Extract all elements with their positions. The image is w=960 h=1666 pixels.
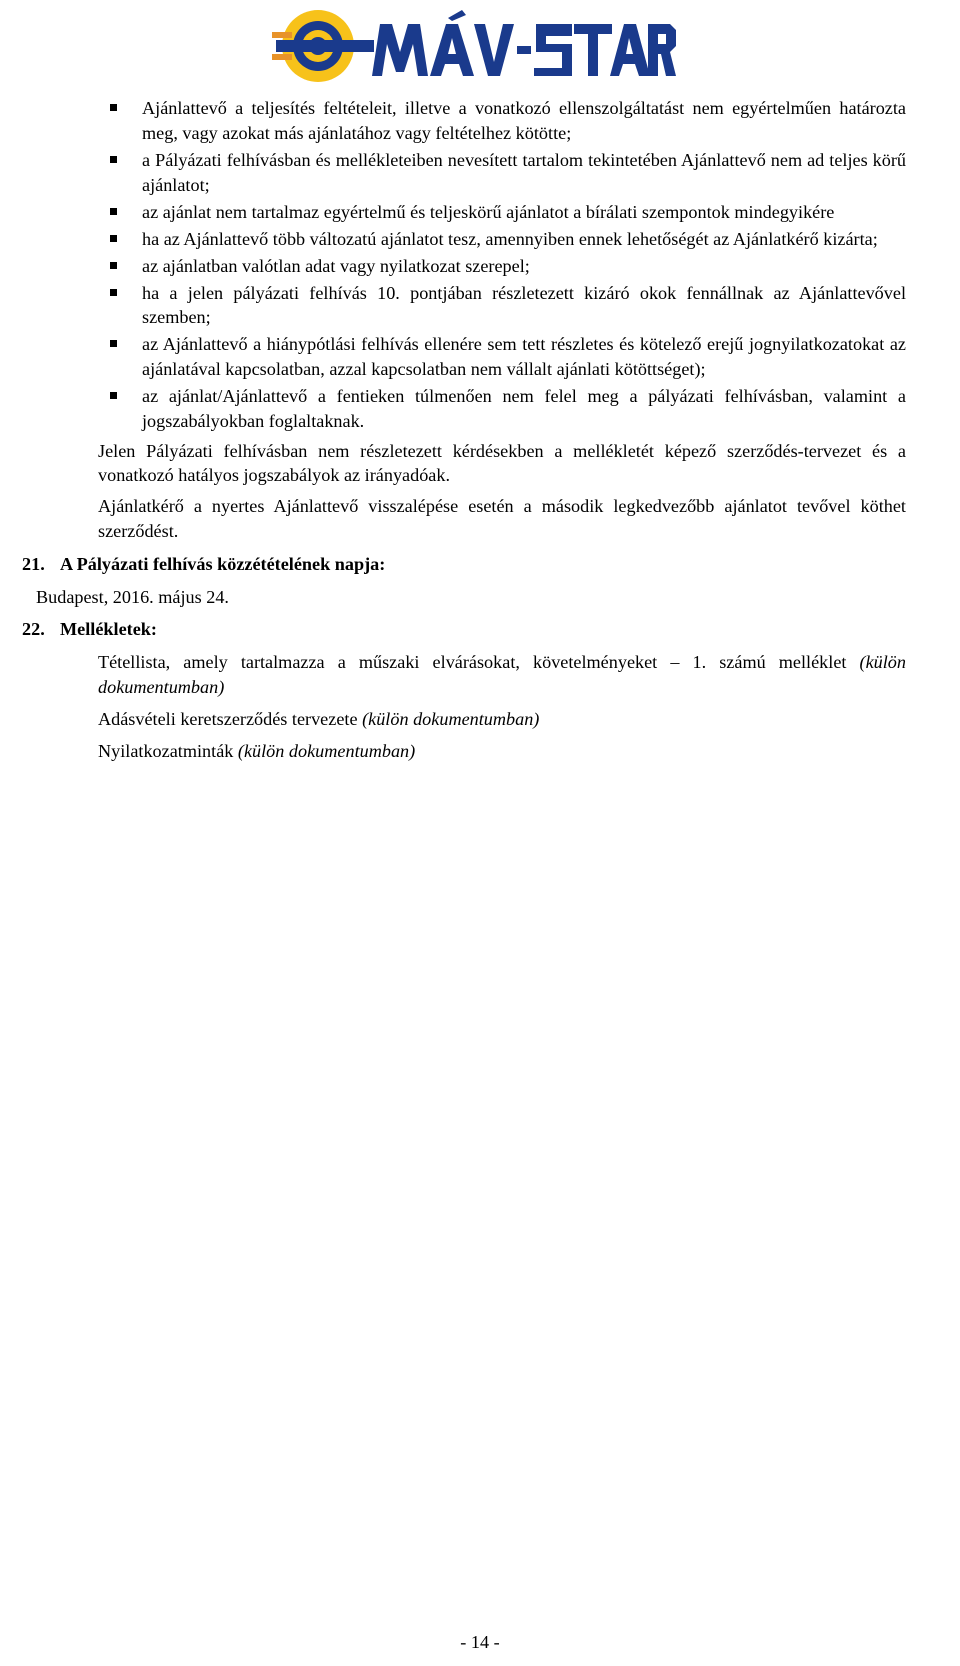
section-title: Mellékletek: xyxy=(60,619,157,640)
section-22-heading xyxy=(22,617,830,642)
page-number: - 14 - xyxy=(460,1632,500,1652)
annex-item: Nyilatkozatminták (külön dokumentumban) xyxy=(98,740,416,761)
paragraph-winner-withdrawal: Ajánlatkérő a nyertes Ajánlattevő visszalépése esetén a második legkedvezőbb ajánlatot tevővel köthet szerződést. xyxy=(98,496,906,542)
list-item: az Ajánlattevő a hiánypótlási felhívás ellenére sem tett részletes és kötelező erejű jognyilatkozatokat az ajánlatával kapcsolatban, azzal kapcsolatban nem vállalt ajánlati kötöttséget); xyxy=(142,332,906,382)
logo-wordmark xyxy=(372,10,676,76)
mav-start-logo xyxy=(272,6,680,86)
square-bullet-icon xyxy=(110,392,117,399)
annex-note: (külön dokumentumban) xyxy=(98,652,906,698)
list-item: az ajánlat nem tartalmaz egyértelmű és teljeskörű ajánlatot a bírálati szempontok mindegyikére xyxy=(142,200,906,225)
square-bullet-icon xyxy=(110,262,117,269)
list-item: ha az Ajánlattevő több változatú ajánlatot tesz, amennyiben ennek lehetőségét az Ajánlatkérő kizárta; xyxy=(142,227,906,252)
annex-item: Tétellista, amely tartalmazza a műszaki elvárásokat, követelményeket – 1. számú melléklet (külön dokumentumban) xyxy=(98,652,906,698)
annex-note: (külön dokumentumban) xyxy=(237,740,416,761)
section-number: 22. xyxy=(22,619,45,640)
square-bullet-icon xyxy=(110,156,117,163)
annex-item: Adásvételi keretszerződés tervezete (külön dokumentumban) xyxy=(98,708,540,729)
section-21-heading xyxy=(22,552,830,577)
square-bullet-icon xyxy=(110,208,117,215)
square-bullet-icon xyxy=(110,235,117,242)
publication-date: Budapest, 2016. május 24. xyxy=(36,586,229,607)
list-item: az ajánlatban valótlan adat vagy nyilatkozat szerepel; xyxy=(142,254,906,279)
square-bullet-icon xyxy=(110,340,117,347)
list-item: a Pályázati felhívásban és mellékleteiben nevesített tartalom tekintetében Ajánlattevő nem ad teljes körű ajánlatot; xyxy=(142,148,906,198)
section-number: 21. xyxy=(22,553,45,574)
section-title: A Pályázati felhívás közzétételének napja: xyxy=(60,553,386,574)
annex-note: (külön dokumentumban) xyxy=(362,708,540,729)
square-bullet-icon xyxy=(110,289,117,296)
document-body xyxy=(22,96,906,763)
list-item: az ajánlat/Ajánlattevő a fentieken túlmenően nem felel meg a pályázati felhívásban, valamint a jogszabályokban foglaltaknak. xyxy=(142,384,906,434)
logo-emblem xyxy=(272,10,374,82)
list-item: ha a jelen pályázati felhívás 10. pontjában részletezett kizáró okok fennállnak az Ajánlattevővel szemben; xyxy=(142,281,906,331)
list-item: Ajánlattevő a teljesítés feltételeit, illetve a vonatkozó ellenszolgáltatást nem egyértelműen határozta meg, vagy azokat más ajánlatához vagy feltételhez kötötte; xyxy=(142,96,906,146)
paragraph-applicable-law: Jelen Pályázati felhívásban nem részletezett kérdésekben a mellékletét képező szerződés-tervezet és a vonatkozó hatályos jogszabályok az irányadóak. xyxy=(98,440,906,486)
exclusion-list xyxy=(142,96,906,434)
square-bullet-icon xyxy=(110,104,117,111)
